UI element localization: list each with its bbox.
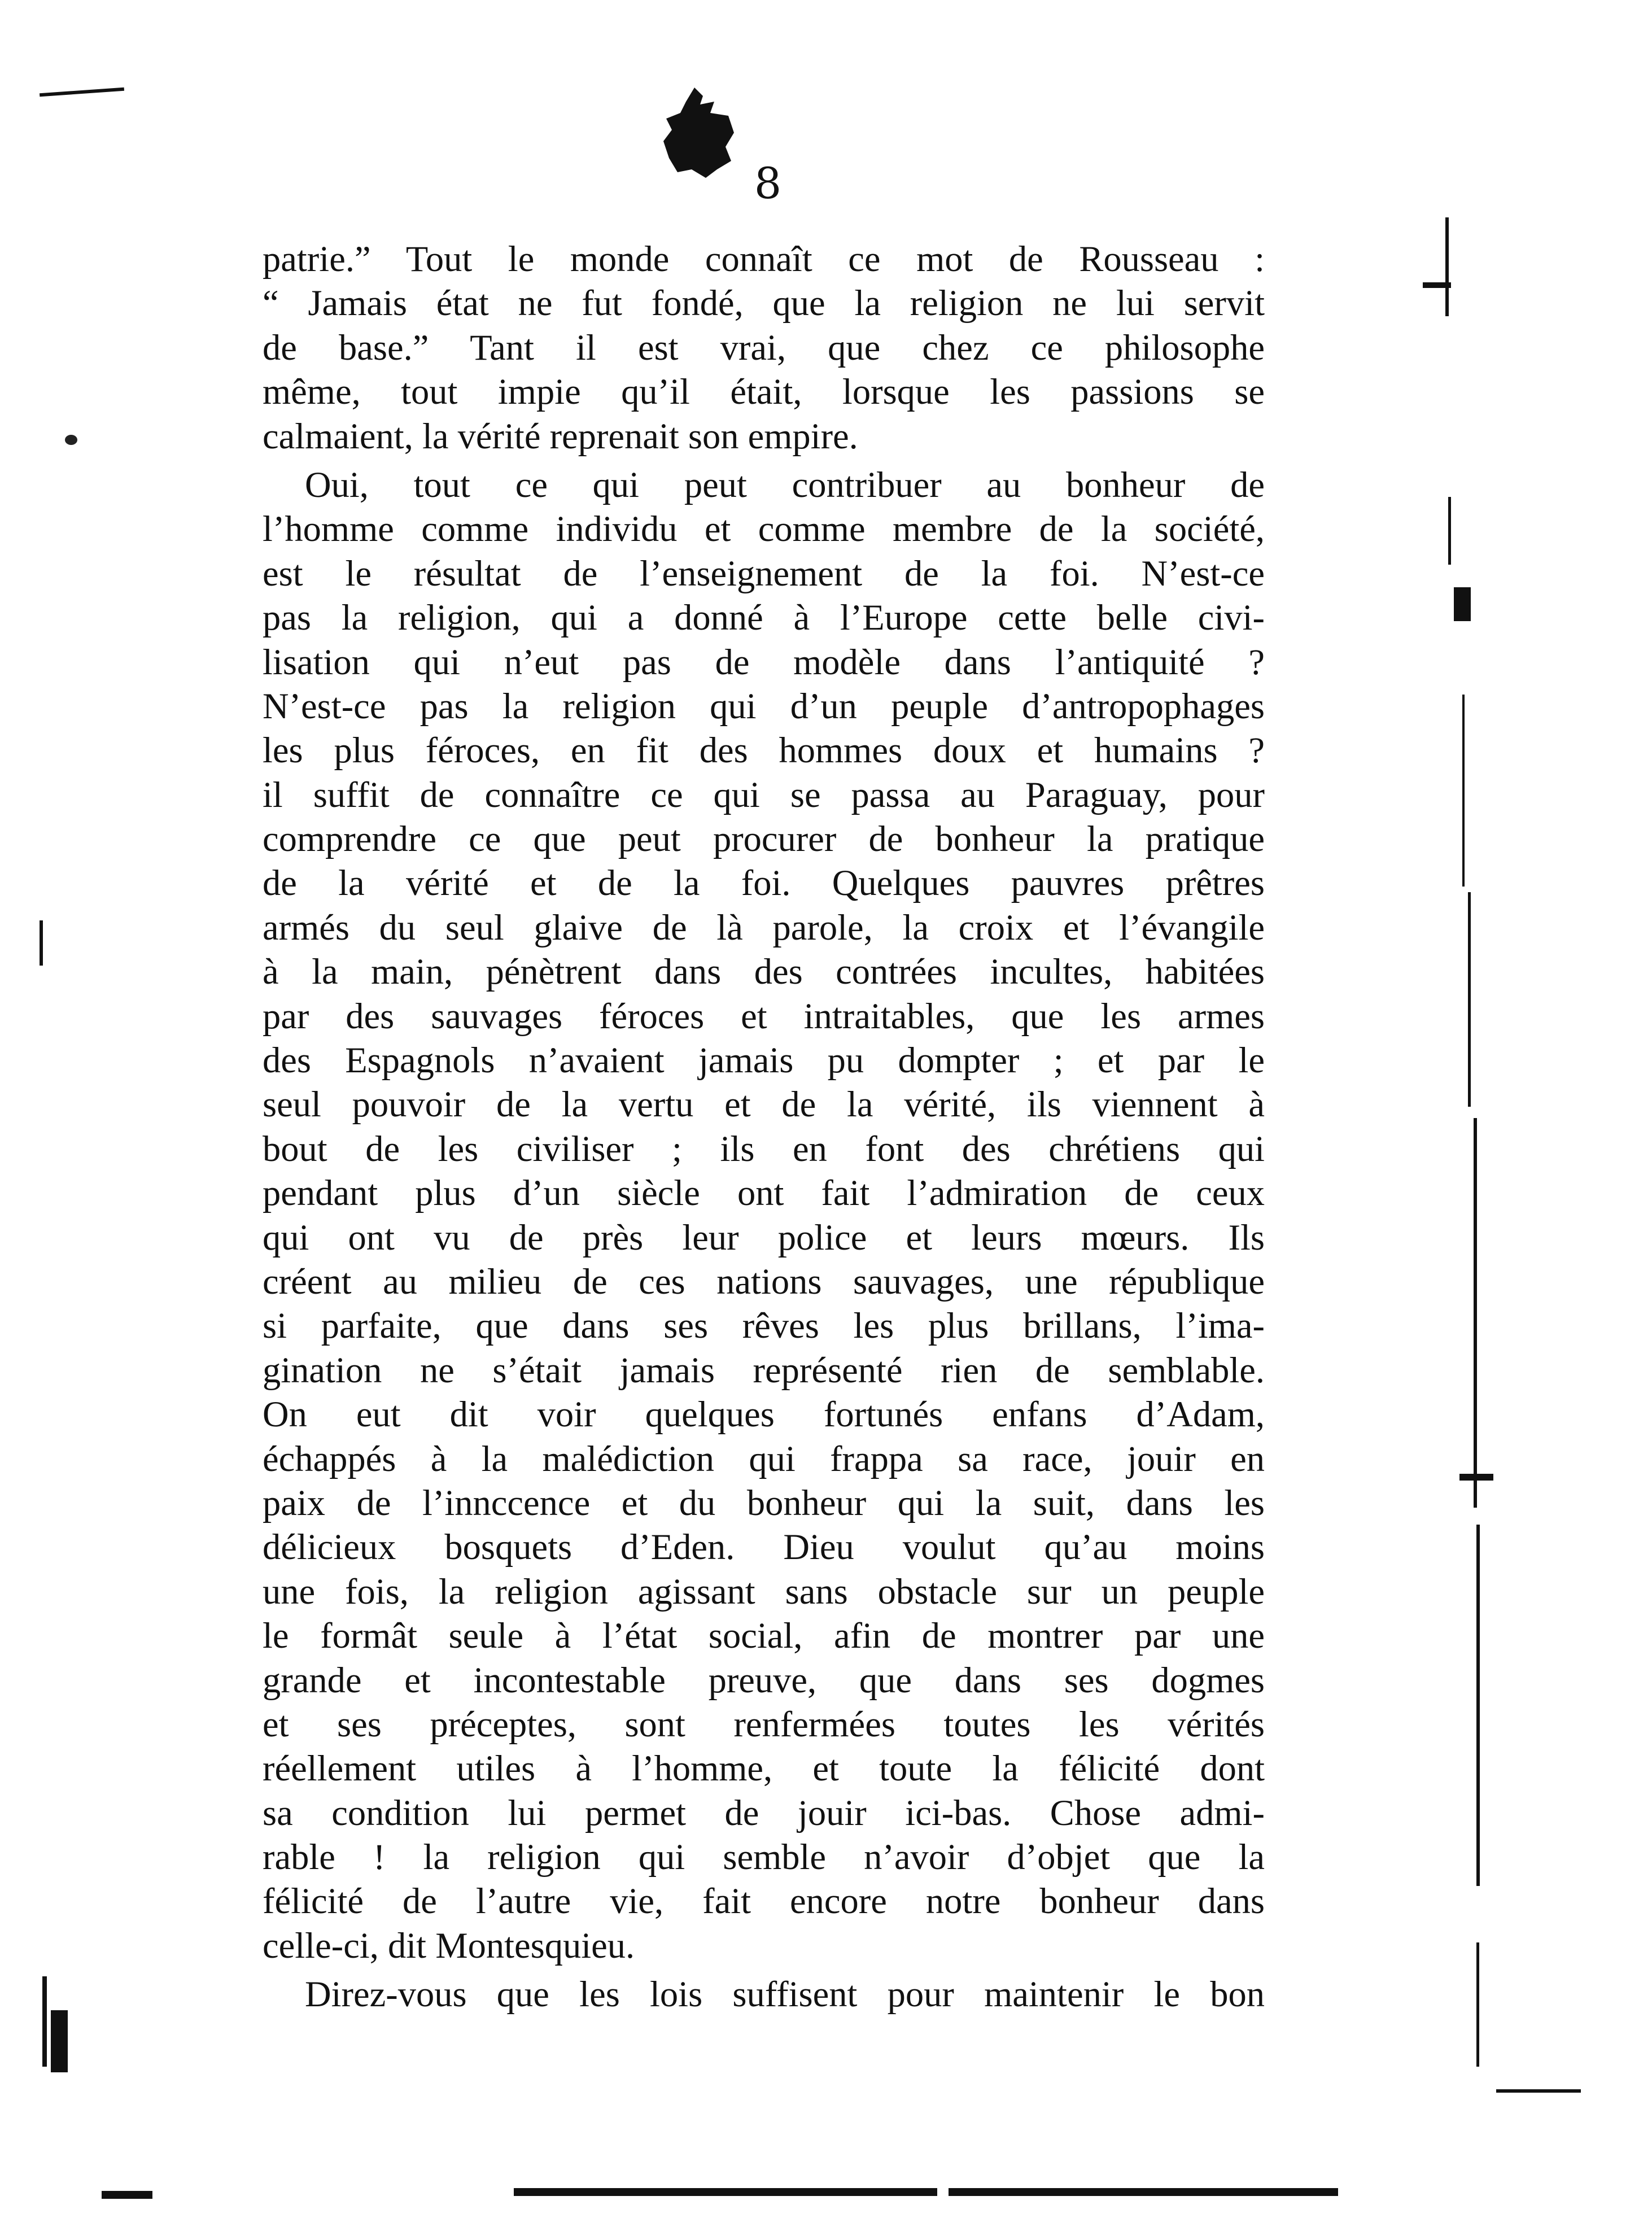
text-line: des Espagnols n’avaient jamais pu dompter ; et par le (263, 1040, 1265, 1081)
right-margin-rule-1 (1445, 217, 1449, 316)
right-margin-rule-6 (1468, 892, 1471, 1107)
bottom-rule-1 (102, 2191, 152, 2199)
text-line: à la main, pénètrent dans des contrées incultes, habitées (263, 951, 1265, 992)
text-line: gination ne s’était jamais représenté rien de semblable. (263, 1350, 1265, 1390)
text-line: seul pouvoir de la vertu et de la vérité, ils viennent à (263, 1084, 1265, 1125)
right-margin-rule-10 (1476, 1942, 1479, 2067)
text-line: sa condition lui permet de jouir ici-bas. Chose admi- (263, 1792, 1265, 1833)
text-line: les plus féroces, en fit des hommes doux et humains ? (263, 730, 1265, 771)
text-line: échappés à la malédiction qui frappa sa race, jouir en (263, 1438, 1265, 1479)
text-line: et ses préceptes, sont renfermées toutes les vérités (263, 1704, 1265, 1744)
text-line: comprendre ce que peut procurer de bonheur la pratique (263, 819, 1265, 859)
right-margin-rule-5 (1462, 695, 1465, 887)
text-line: l’homme comme individu et comme membre de la société, (263, 509, 1265, 549)
text-line: Oui, tout ce qui peut contribuer au bonheur de (305, 464, 1265, 505)
right-margin-rule-11 (1496, 2089, 1581, 2093)
paragraph (263, 463, 1265, 1968)
text-line: rable ! la religion qui semble n’avoir d’objet que la (263, 1837, 1265, 1878)
right-margin-rule-9 (1476, 1525, 1480, 1886)
text-line: pendant plus d’un siècle ont fait l’admiration de ceux (263, 1173, 1265, 1213)
text-line: il suffit de connaître ce qui se passa au Paraguay, pour (263, 774, 1265, 815)
text-line: calmaient, la vérité reprenait son empire. (263, 416, 858, 456)
text-line: N’est-ce pas la religion qui d’un peuple d’antropophages (263, 686, 1265, 726)
text-line: même, tout impie qu’il était, lorsque les passions se (263, 372, 1265, 412)
ink-blot-mark (661, 85, 740, 181)
text-line: réellement utiles à l’homme, et toute la félicité dont (263, 1748, 1265, 1789)
text-line: félicité de l’autre vie, fait encore notre bonheur dans (263, 1881, 1265, 1922)
text-line: délicieux bosquets d’Eden. Dieu voulut qu’au moins (263, 1527, 1265, 1568)
text-line: patrie.” Tout le monde connaît ce mot de Rousseau : (263, 239, 1265, 279)
left-margin-mark-4 (40, 88, 124, 97)
text-line: paix de l’innccence et du bonheur qui la suit, dans les (263, 1482, 1265, 1523)
paragraph (263, 1972, 1265, 2016)
text-line: “ Jamais état ne fut fondé, que la religion ne lui servit (263, 283, 1265, 324)
text-line: bout de les civiliser ; ils en font des chrétiens qui (263, 1128, 1265, 1169)
right-margin-rule-3 (1448, 497, 1451, 565)
text-line: On eut dit voir quelques fortunés enfans d’Adam, (263, 1394, 1265, 1435)
bottom-rule-3 (949, 2188, 1338, 2196)
right-margin-rule-4 (1454, 587, 1471, 621)
right-margin-rule-8 (1459, 1474, 1493, 1481)
right-margin-rule-2 (1423, 282, 1451, 288)
text-line: lisation qui n’eut pas de modèle dans l’antiquité ? (263, 641, 1265, 682)
text-line: une fois, la religion agissant sans obstacle sur un peuple (263, 1571, 1265, 1612)
text-line: de base.” Tant il est vrai, que chez ce philosophe (263, 327, 1265, 368)
text-line: celle-ci, dit Montesquieu. (263, 1925, 635, 1966)
left-margin-speck (65, 435, 77, 445)
text-line: pas la religion, qui a donné à l’Europe cette belle civi- (263, 597, 1265, 638)
text-line: armés du seul glaive de là parole, la croix et l’évangile (263, 907, 1265, 948)
text-line: si parfaite, que dans ses rêves les plus brillans, l’ima- (263, 1306, 1265, 1346)
left-margin-mark-2 (42, 1976, 47, 2067)
text-line: Direz-vous que les lois suffisent pour maintenir le bon (305, 1974, 1265, 2015)
right-margin-rule-7 (1474, 1118, 1477, 1508)
text-line: grande et incontestable preuve, que dans ses dogmes (263, 1660, 1265, 1700)
text-line: qui ont vu de près leur police et leurs mœurs. Ils (263, 1217, 1265, 1258)
text-line: créent au milieu de ces nations sauvages, une république (263, 1261, 1265, 1302)
text-line: est le résultat de l’enseignement de la foi. N’est-ce (263, 553, 1265, 593)
left-margin-mark-3 (40, 920, 43, 966)
text-line: le formât seule à l’état social, afin de montrer par une (263, 1616, 1265, 1656)
paragraph (263, 237, 1265, 459)
text-line: par des sauvages féroces et intraitables, que les armes (263, 996, 1265, 1036)
bottom-rule-2 (514, 2188, 937, 2196)
body-text (263, 237, 1265, 2017)
left-margin-mark-1 (51, 2010, 68, 2072)
text-line: de la vérité et de la foi. Quelques pauvres prêtres (263, 863, 1265, 903)
page-number: 8 (754, 158, 782, 208)
